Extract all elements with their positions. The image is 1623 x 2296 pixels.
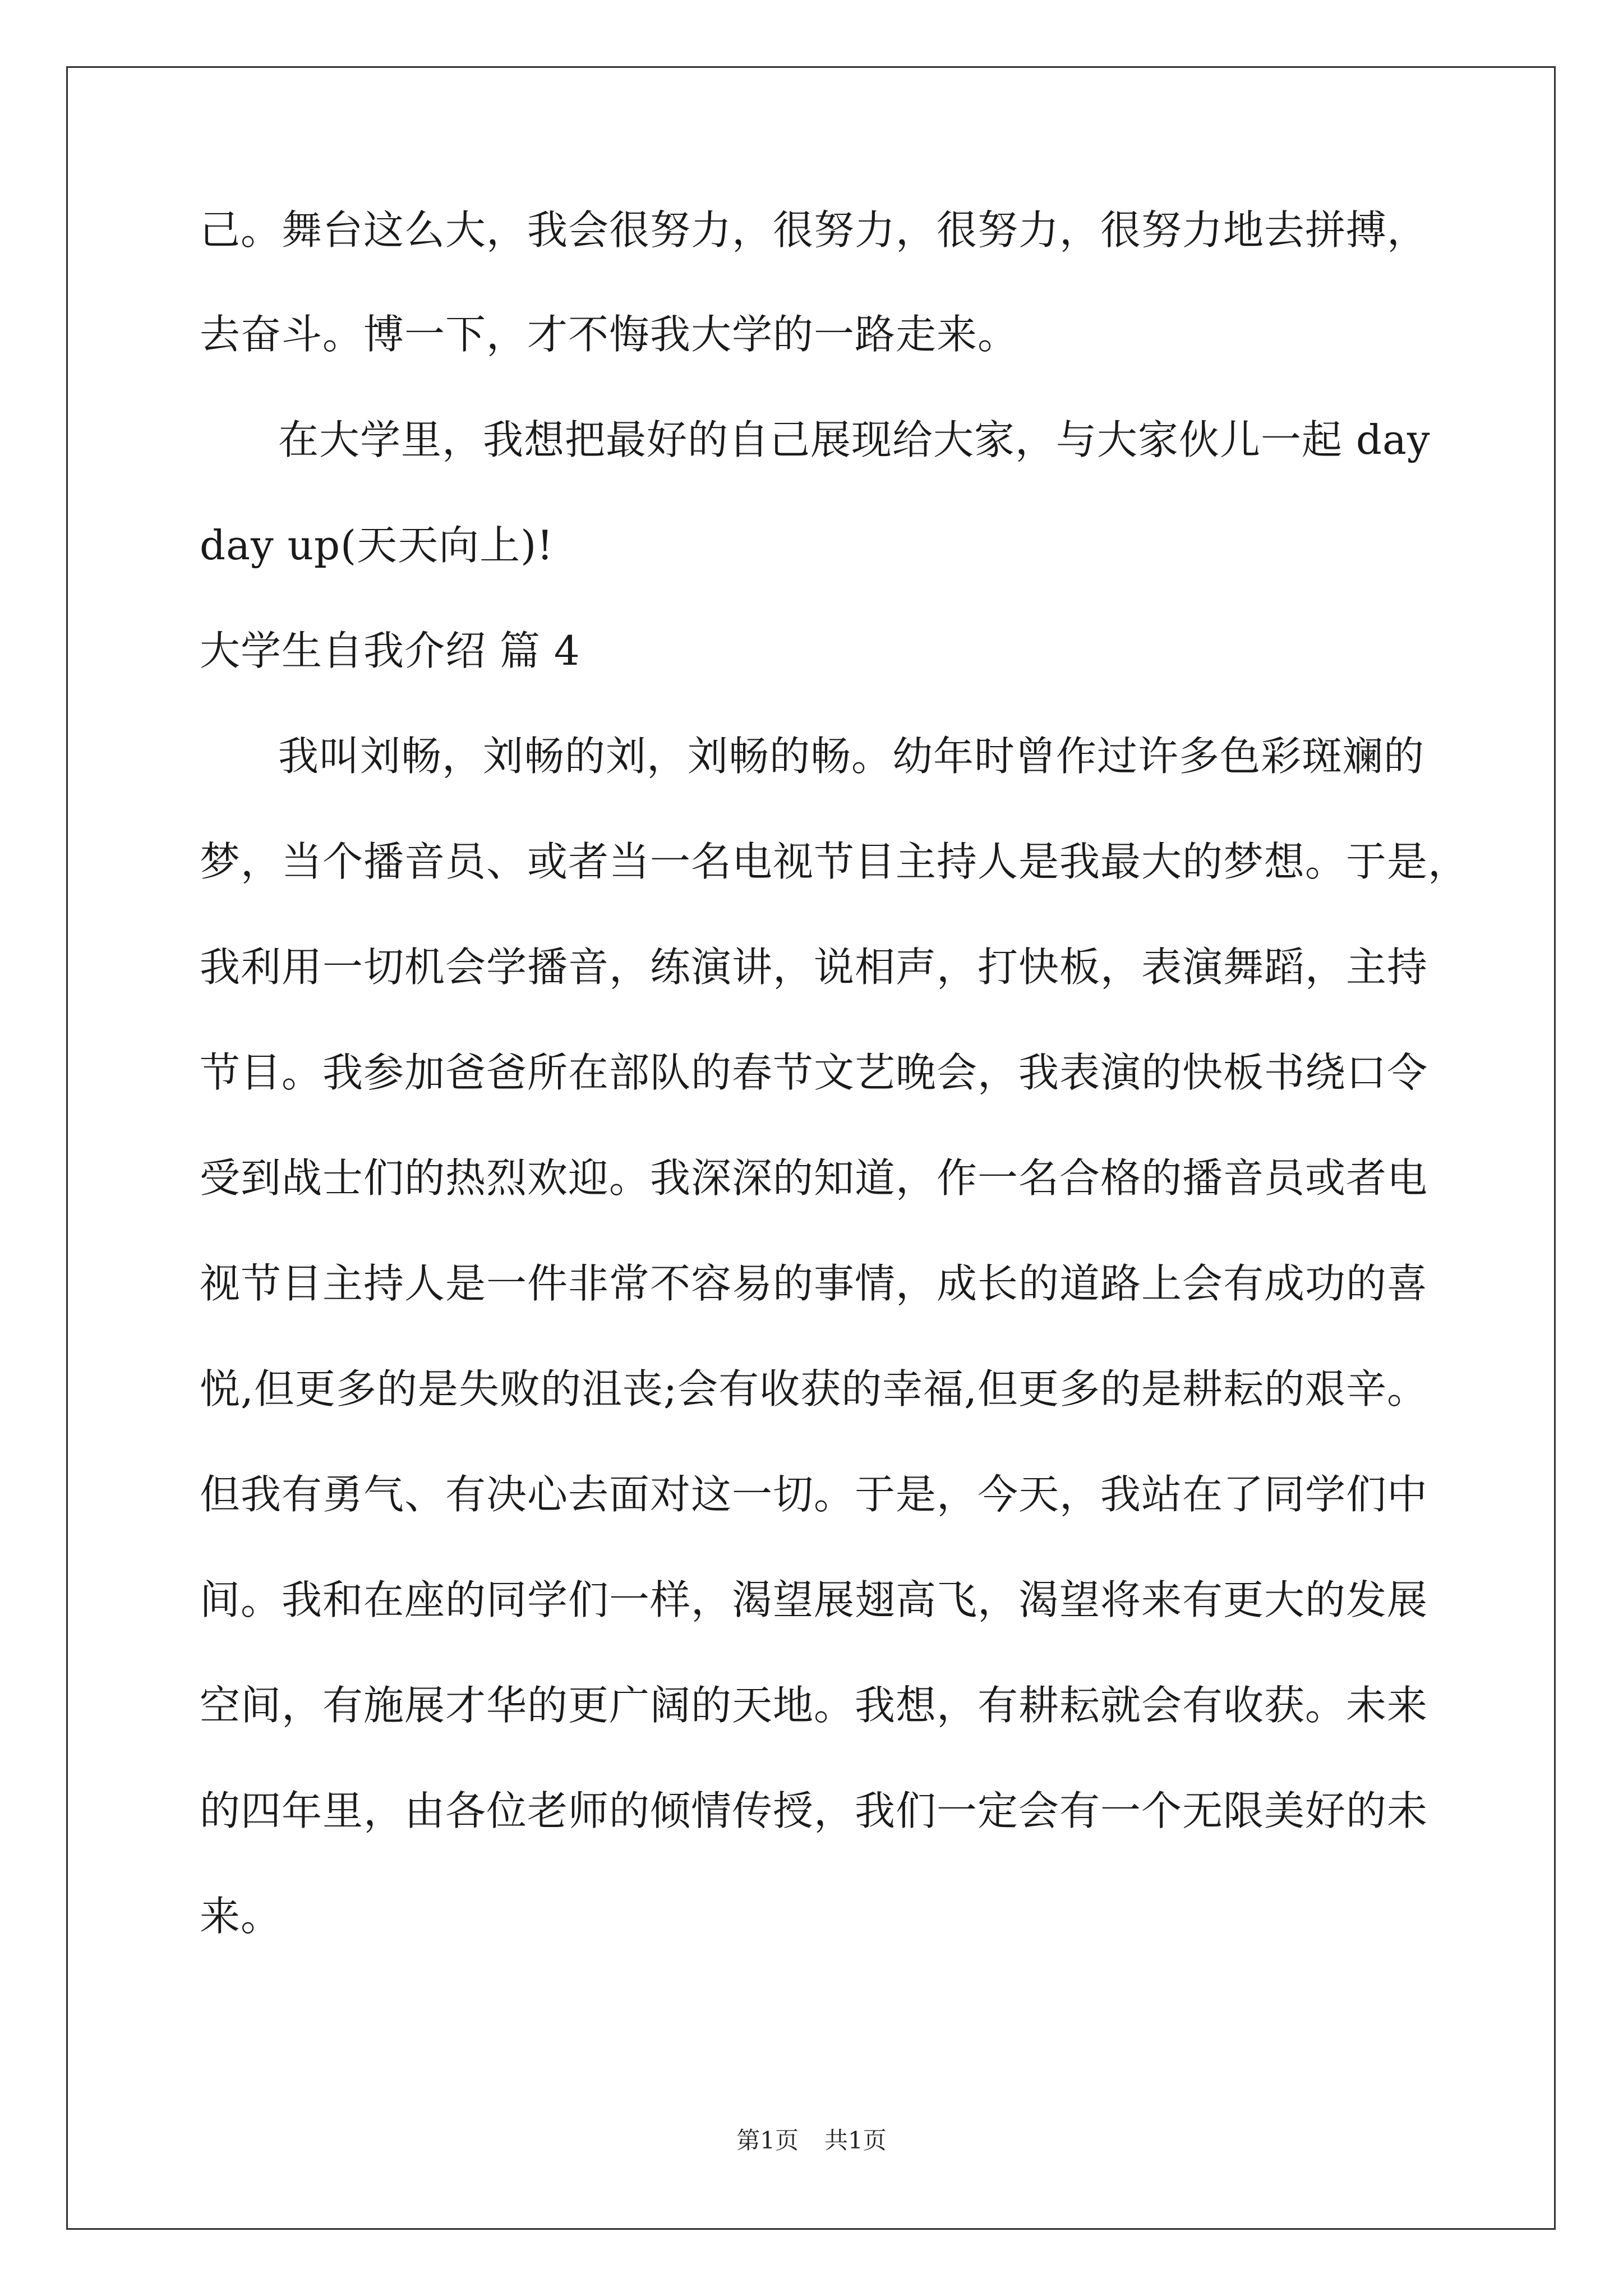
paragraph-start-line: 我叫刘畅，刘畅的刘，刘畅的畅。幼年时曾作过许多色彩斑斓的: [278, 733, 1425, 780]
body-line: 受到战士们的热烈欢迎。我深深的知道，作一名合格的播音员或者电: [200, 1154, 1428, 1202]
body-line: 空间，有施展才华的更广阔的天地。我想，有耕耘就会有收获。未来: [200, 1682, 1428, 1729]
body-line: 来。: [200, 1893, 282, 1940]
body-line: 但我有勇气、有决心去面对这一切。于是，今天，我站在了同学们中: [200, 1471, 1428, 1518]
page-border: [66, 66, 1556, 2230]
body-line: 的四年里，由各位老师的倾情传授，我们一定会有一个无限美好的未: [200, 1787, 1428, 1834]
body-line: 节目。我参加爸爸所在部队的春节文艺晚会，我表演的快板书绕口令: [200, 1049, 1428, 1096]
page-total: 共1页: [824, 2127, 887, 2154]
body-line: 悦,但更多的是失败的沮丧;会有收获的幸福,但更多的是耕耘的艰辛。: [200, 1365, 1428, 1412]
body-line: 我利用一切机会学播音，练演讲，说相声，打快板，表演舞蹈，主持: [200, 944, 1428, 991]
body-line: 间。我和在座的同学们一样，渴望展翅高飞，渴望将来有更大的发展: [200, 1576, 1428, 1623]
body-line: 己。舞台这么大，我会很努力，很努力，很努力，很努力地去拼搏，: [200, 206, 1428, 254]
section-heading: 大学生自我介绍 篇 4: [200, 627, 580, 674]
body-line: day up(天天向上)!: [200, 522, 554, 569]
page-number: 第1页: [736, 2127, 799, 2154]
paragraph-start-line: 在大学里，我想把最好的自己展现给大家，与大家伙儿一起 day: [278, 416, 1431, 463]
page-footer: [0, 2125, 1623, 2156]
body-line: 去奋斗。博一下，才不悔我大学的一路走来。: [200, 311, 1019, 358]
body-line: 视节目主持人是一件非常不容易的事情，成长的道路上会有成功的喜: [200, 1260, 1428, 1307]
body-line: 梦，当个播音员、或者当一名电视节目主持人是我最大的梦想。于是，: [200, 838, 1469, 885]
